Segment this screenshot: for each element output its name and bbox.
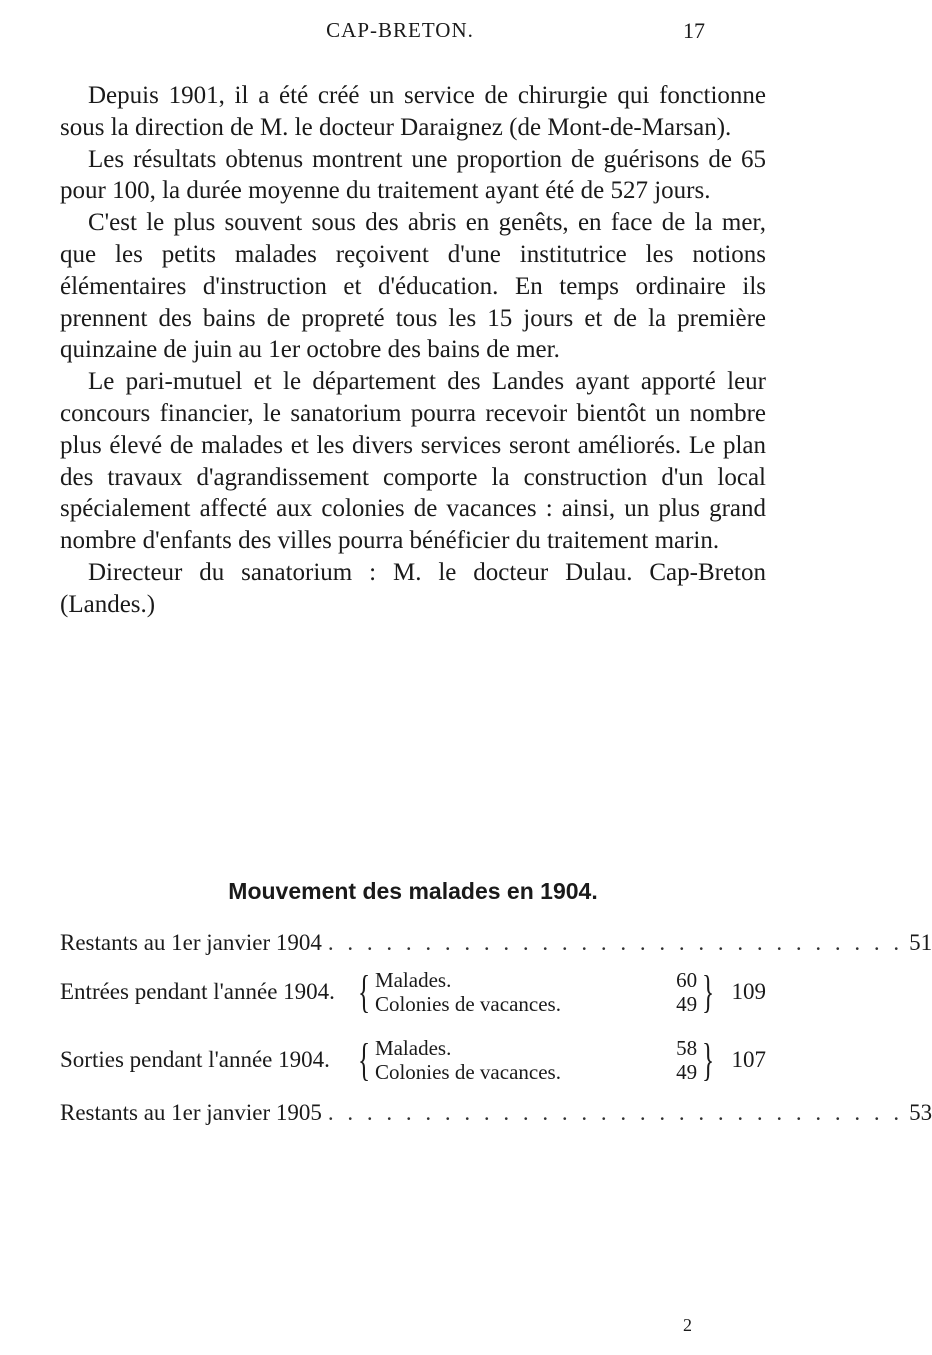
paragraph: Le pari-mutuel et le département des Landes ayant apporté leur concours financier, le sanatorium pourra recevoir bientôt un nombre plus élevé de malades et les divers services seront améliorés. Le plan des travaux d'agrandissement comporte la construction d'un local spécialement affecté aux colonies de vacances : ainsi, un plus grand nombre d'enfants des villes pourra bénéficier du traitement marin. xyxy=(60,368,766,555)
signature-mark: 2 xyxy=(683,1315,692,1335)
row-value: 53 xyxy=(909,1100,932,1125)
row-label: Sorties pendant l'année 1904. xyxy=(60,1047,330,1072)
left-brace: { xyxy=(357,1034,370,1085)
malades-label: Malades. xyxy=(374,1036,452,1060)
row-label: Restants au 1er janvier 1904 xyxy=(60,930,322,955)
row-restants-1905 xyxy=(60,1100,932,1126)
paragraph: Directeur du sanatorium : M. le docteur Dulau. Cap-Breton (Landes.) xyxy=(60,558,766,618)
malades-label: Malades. xyxy=(374,968,452,992)
colonies-value: 49 xyxy=(676,1060,698,1084)
paragraph: C'est le plus souvent sous des abris en genêts, en face de la mer, que les petits malades reçoivent d'une institutrice les notions élémentaires d'instruction et d'éducation. En temps ordinaire ils prennent des bains de propreté tous les 15 jours et de la première quinzaine de juin au 1er octobre des bains de mer. xyxy=(60,209,766,364)
breakdown-line xyxy=(375,968,697,992)
table-title: Mouvement des malades en 1904. xyxy=(228,878,598,904)
row-total: 109 xyxy=(731,979,767,1004)
leader-dots: . . . . . . . . . . . . . . . . . . . . . . . . . . . . . . xyxy=(327,1100,904,1125)
running-title: CAP-BRETON. xyxy=(326,18,474,42)
right-brace: } xyxy=(702,966,715,1017)
breakdown xyxy=(375,1036,697,1084)
leader-dots: . . . . . . . . . . . . . . . . . . . . . . . . . . . . . . xyxy=(327,930,904,955)
row-restants-1904 xyxy=(60,930,932,956)
row-total: 107 xyxy=(731,1047,767,1072)
row-sorties xyxy=(60,1036,766,1084)
breakdown-line xyxy=(375,1036,697,1060)
running-head xyxy=(0,18,800,52)
row-label: Restants au 1er janvier 1905 xyxy=(60,1100,322,1125)
colonies-label: Colonies de vacances. xyxy=(374,992,561,1016)
row-label: Entrées pendant l'année 1904. xyxy=(60,979,335,1004)
left-brace: { xyxy=(357,966,370,1017)
paragraph: Depuis 1901, il a été créé un service de chirurgie qui fonctionne sous la direction de M. le docteur Daraignez (de Mont-de-Marsan). xyxy=(60,82,766,141)
page-number: 17 xyxy=(683,18,705,43)
breakdown-line xyxy=(375,992,697,1016)
malades-value: 58 xyxy=(676,1036,698,1060)
row-entrees xyxy=(60,968,766,1016)
row-value: 51 xyxy=(909,930,932,955)
breakdown xyxy=(375,968,697,1016)
malades-value: 60 xyxy=(676,968,698,992)
body-text xyxy=(60,80,766,621)
paragraph: Les résultats obtenus montrent une proportion de guérisons de 65 pour 100, la durée moyenne du traitement ayant été de 527 jours. xyxy=(60,145,766,205)
breakdown-line xyxy=(375,1060,697,1084)
colonies-label: Colonies de vacances. xyxy=(374,1060,561,1084)
right-brace: } xyxy=(702,1034,715,1085)
colonies-value: 49 xyxy=(676,992,698,1016)
